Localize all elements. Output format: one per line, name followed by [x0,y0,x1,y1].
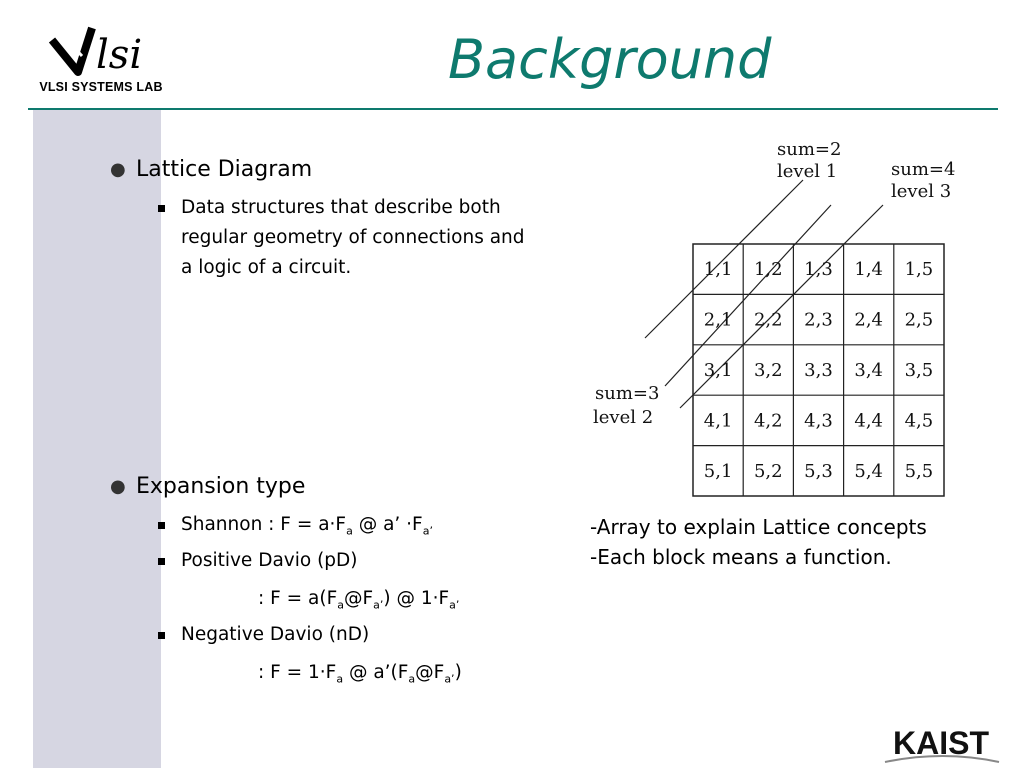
pd-eq-sub: a’ [449,598,460,612]
bullet-square [158,522,165,529]
nd-eq-part: : F = 1·F [258,662,337,683]
pd-eq-sub: a [337,598,344,612]
nd-label: Negative Davio (nD) [181,624,370,645]
pd-eq-part: ) @ 1·F [383,588,450,609]
lattice-cell-1-2: 1,2 [753,259,783,281]
section2-heading: Expansion type [136,474,306,499]
lattice-cell-4-3: 4,3 [804,410,833,432]
lattice-cell-3-3: 3,3 [804,360,833,381]
bullet-lattice-diagram [110,156,313,184]
section1-sub-text: Data structures that describe both regular geometry of connections and a logic of a circuit. [181,197,525,278]
shannon-sub: a [346,524,353,538]
lattice-cell-5-4: 5,4 [854,460,884,482]
bullet-square [158,558,165,565]
lattice-cell-4-4: 4,4 [854,410,884,432]
lattice-cell-1-1: 1,1 [703,259,733,281]
vlsi-logo-mark [38,22,164,80]
label-level3: level 3 [891,181,952,202]
sub-bullet-positive-davio [181,546,531,576]
lattice-cell-5-1: 5,1 [703,460,733,482]
lattice-cell-5-3: 5,3 [804,460,833,482]
lattice-cell-2-1: 2,1 [703,309,733,331]
diagonal-sum3 [665,205,831,386]
label-sum3: sum=3 [595,383,660,404]
lattice-cell-5-5: 5,5 [904,460,934,482]
lattice-cell-2-2: 2,2 [753,309,783,331]
label-level2: level 2 [593,407,654,428]
nd-eq-sub: a [336,672,344,686]
lattice-cell-1-3: 1,3 [804,259,833,281]
lattice-cell-2-3: 2,3 [804,309,833,331]
lattice-cell-1-5: 1,5 [904,259,934,281]
bullet-dot: ● [110,159,126,180]
nd-eq-part: @ a’(F [343,662,409,683]
label-sum2: sum=2 [777,139,842,160]
bullet-square [158,632,165,639]
header-rule [28,108,998,110]
side-stripe [33,0,161,768]
lattice-cell-4-5: 4,5 [904,410,934,432]
pd-eq-sub: a’ [373,598,384,612]
lattice-cell-2-4: 2,4 [854,309,884,331]
caption-line-2: -Each block means a function. [590,545,892,569]
lattice-cell-3-1: 3,1 [703,360,733,381]
shannon-text: Shannon : F = a·F [181,514,347,535]
kaist-text: KAIST [893,725,989,761]
sub-bullet-negative-davio [181,620,531,650]
lattice-diagram [585,133,985,505]
vlsi-logo [38,22,164,100]
lattice-cell-4-1: 4,1 [703,410,733,432]
logo-script-text: lsi [96,32,143,78]
pd-equation [258,584,459,614]
caption-line-1: -Array to explain Lattice concepts [590,515,927,539]
logo-text: VLSI SYSTEMS LAB [39,80,163,94]
bullet-dot: ● [110,476,126,497]
nd-eq-sub: a’ [444,672,455,686]
lattice-cell-4-2: 4,2 [753,410,783,432]
nd-eq-part: ) [454,662,462,683]
pd-eq-part: : F = a(F [258,588,338,609]
label-level1: level 1 [777,161,838,182]
section1-heading: Lattice Diagram [136,157,313,182]
nd-equation [258,658,462,688]
lattice-cell-3-2: 3,2 [753,360,783,381]
kaist-logo-mark [883,722,1001,766]
lattice-cell-1-4: 1,4 [854,259,884,281]
shannon-sub2: a’ [422,524,433,538]
nd-eq-sub: a [408,672,416,686]
sub-bullet-data-structures [181,193,531,283]
page-title: Background [448,28,772,91]
pd-label: Positive Davio (pD) [181,550,358,571]
label-sum4: sum=4 [891,159,956,180]
lattice-cell-3-5: 3,5 [904,360,934,381]
bullet-square [158,205,165,212]
shannon-text-mid: @ a’ ·F [352,514,423,535]
lattice-cell-2-5: 2,5 [904,309,934,331]
pd-eq-part: @F [343,588,374,609]
nd-eq-part: @F [415,662,445,683]
lattice-cell-3-4: 3,4 [854,360,884,381]
sub-bullet-shannon [181,510,531,540]
bullet-expansion-type [110,473,306,501]
kaist-logo [883,722,1001,770]
lattice-cell-5-2: 5,2 [753,460,783,482]
